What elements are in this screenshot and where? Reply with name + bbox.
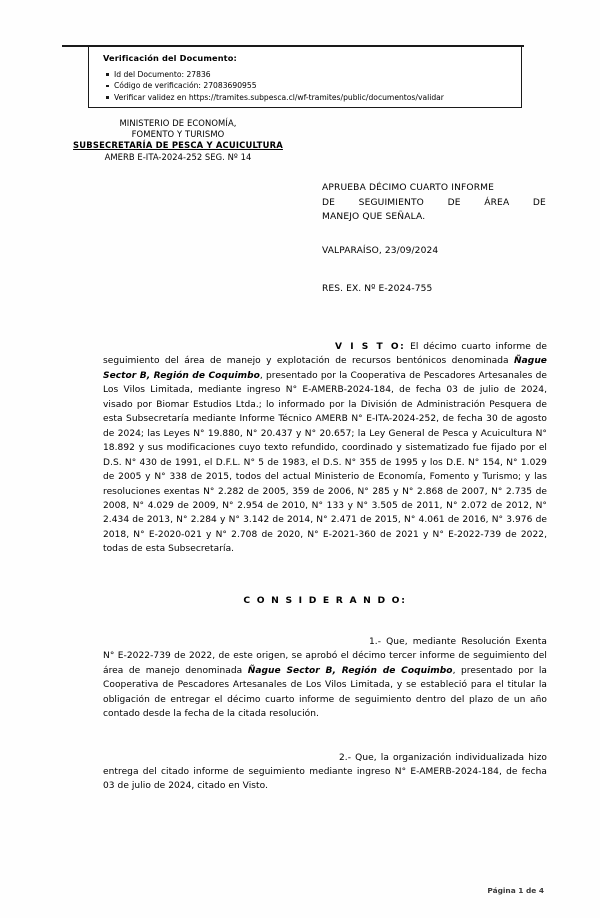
verification-item-document-id: Id del Documento: 27836 — [105, 69, 444, 80]
considerando-1-text-part1: Que, mediante Resolución Exenta N° E-2022-739 de 2022, de este origen, se aprobó el décimo tercer informe de seguimiento del área de manejo denominada — [103, 636, 547, 676]
letterhead-ministry-line2: FOMENTO Y TURISMO — [131, 129, 225, 140]
letterhead-ministry-line1: MINISTERIO DE ECONOMÍA, — [119, 118, 237, 128]
resolution-title-line2-word2: SEGUIMIENTO — [358, 197, 424, 208]
spacer-between-considerando-items — [103, 722, 547, 751]
verification-item-validate-url: Verificar validez en https://tramites.subpesca.cl/wf-tramites/public/documentos/validar — [105, 92, 444, 103]
visto-area-name: Ñague Sector B, Región de Coquimbo — [103, 356, 547, 381]
visto-label: V I S T O: — [335, 342, 406, 352]
page-footer: Página 1 de 4 — [487, 886, 544, 895]
resolution-title-line2-word5: DE — [532, 197, 546, 208]
letterhead-subsecretaria: SUBSECRETARÍA DE PESCA Y ACUICULTURA — [73, 140, 283, 151]
resolution-title-block — [322, 181, 546, 225]
verification-title: Verificación del Documento: — [103, 53, 237, 63]
considerando-heading: C O N S I D E R A N D O: — [243, 594, 407, 606]
document-body — [103, 340, 547, 794]
resolution-title-line2-word1: DE — [322, 197, 336, 208]
resolution-title-line2-word3: DE — [447, 197, 461, 208]
spacer-after-considerando — [103, 606, 547, 635]
visto-paragraph — [103, 340, 547, 557]
visto-text-part2: , presentado por la Cooperativa de Pescadores Artesanales de Los Vilos Limitada, mediante ingreso N° E-AMERB-2024-184, de fecha 03 de julio de 2024, visado por Biomar Estudios Ltda.; lo informado por la División de Administración Pesquera de esta Subsecretaría mediante Informe Técnico AMERB N° E-ITA-2024-252, de fecha 30 de agosto de 2024; las Leyes N° 19.880, N° 20.437 y N° 20.657; la Ley General de Pesca y Acuicultura N° 18.892 y sus modificaciones cuyo texto refundido, coordinado y sistematizado fue fijado por el D.S. N° 430 de 1991, el D.F.L. N° 5 de 1983, el D.S. N° 355 de 1995 y los D.E. N° 154, N° 1.029 de 2005 y N° 338 de 2015, todos del actual Ministerio de Economía, Fomento y Turismo; y las resoluciones exentas N° 2.282 de 2005, 359 de 2006, N° 285 y N° 2.868 de 2007, N° 2.735 de 2008, N° 4.029 de 2009, N° 2.954 de 2010, N° 133 y N° 3.505 de 2011, N° 2.072 de 2012, N° 2.434 de 2013, N° 2.284 y N° 3.142 de 2014, N° 2.471 de 2015, N° 4.061 de 2016, N° 3.976 de 2018, N° E-2020-021 y N° 2.708 de 2020, N° E-2021-360 de 2021 y N° E-2022-739 de 2022, todas de esta Subsecretaría. — [103, 370, 547, 555]
considerando-item-2 — [103, 751, 547, 794]
considerando-1-text-part2: , presentado por la Cooperativa de Pescadores Artesanales de Los Vilos Limitada, y se estableció para el titular la obligación de entregar el décimo cuarto informe de seguimiento dentro del plazo de un año contado desde la fecha de la citada resolución. — [103, 665, 547, 720]
place-and-date: VALPARAÍSO, 23/09/2024 — [322, 246, 439, 256]
spacer-before-considerando — [103, 557, 547, 595]
considerando-1-area-name: Ñague Sector B, Región de Coquimbo — [247, 665, 453, 676]
considerando-item-1 — [103, 635, 547, 722]
verification-box — [88, 46, 522, 108]
visto-text-part1: El décimo cuarto informe de seguimiento del área de manejo y explotación de recursos bentónicos denominada — [103, 342, 547, 367]
resolution-number: RES. EX. Nº E-2024-755 — [322, 284, 433, 294]
verification-list — [105, 69, 444, 103]
considerando-2-number: 2.- — [339, 752, 356, 763]
verification-item-code: Código de verificación: 27083690955 — [105, 80, 444, 91]
letterhead-amerb-code: AMERB E-ITA-2024-252 SEG. Nº 14 — [104, 151, 252, 162]
resolution-title-line2 — [322, 196, 546, 211]
considerando-2-text: Que, la organización individualizada hizo entrega del citado informe de seguimiento mediante ingreso N° E-AMERB-2024-184, de fecha 03 de julio de 2024, citado en Visto. — [103, 752, 547, 792]
resolution-title-line1: APRUEBA DÉCIMO CUARTO INFORME — [322, 183, 495, 193]
letterhead — [58, 118, 298, 163]
resolution-title-line3: MANEJO QUE SEÑALA. — [322, 212, 426, 223]
considerando-1-number: 1.- — [369, 636, 387, 647]
resolution-title-line2-word4: ÁREA — [484, 197, 510, 208]
